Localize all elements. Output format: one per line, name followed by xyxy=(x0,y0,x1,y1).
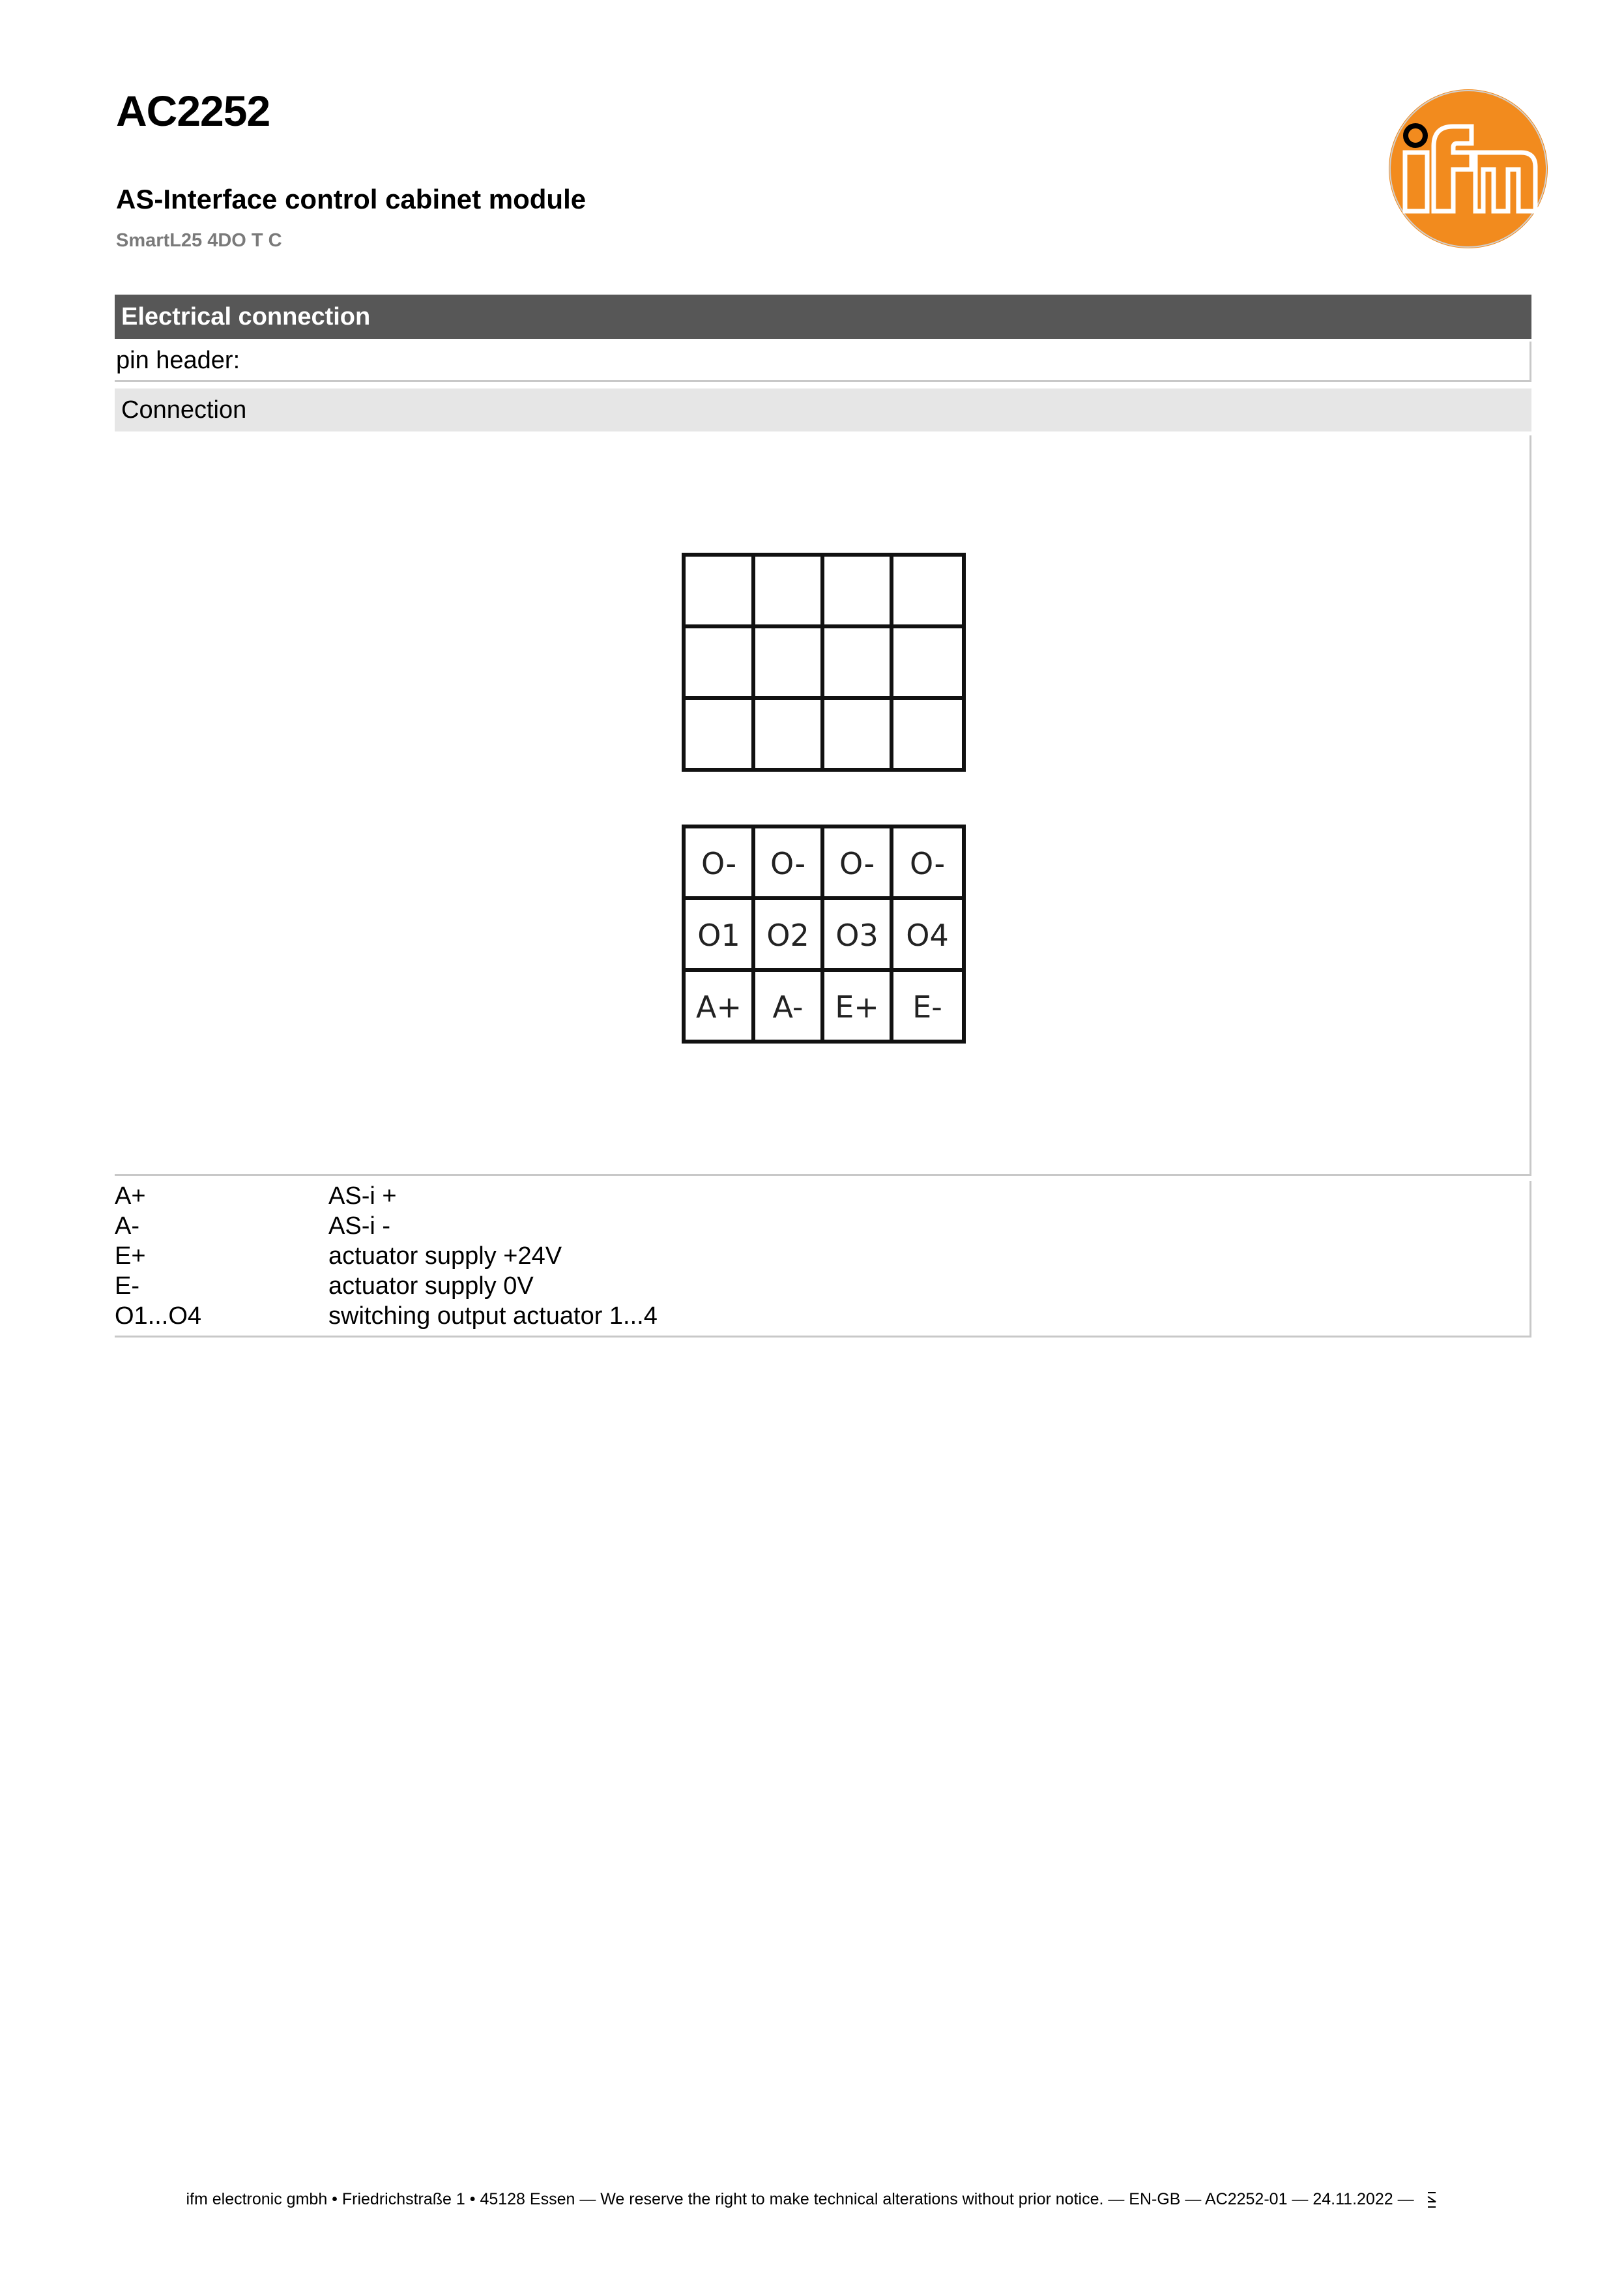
legend-value: switching output actuator 1...4 xyxy=(328,1302,658,1330)
pin-label: O2 xyxy=(766,918,809,953)
pin-label: O1 xyxy=(697,918,740,953)
page-footer xyxy=(0,2190,1624,2210)
empty-pin-grid xyxy=(684,555,964,770)
pin-label: A- xyxy=(772,989,804,1025)
pin-label: A+ xyxy=(695,989,742,1025)
legend-value: actuator supply 0V xyxy=(328,1272,534,1300)
legend-key: O1...O4 xyxy=(115,1302,202,1330)
pin-legend xyxy=(115,1181,1531,1338)
logo-text: ifm xyxy=(1387,87,1388,88)
ifm-logo xyxy=(1387,87,1550,250)
pin-label: E- xyxy=(912,989,942,1025)
product-code: AC2252 xyxy=(116,87,270,135)
legend-value: AS-i + xyxy=(328,1182,397,1210)
legend-value: actuator supply +24V xyxy=(328,1242,562,1270)
pin-header-diagram xyxy=(682,553,975,1074)
legend-key: E+ xyxy=(115,1242,146,1270)
legend-key: A- xyxy=(115,1212,139,1240)
product-subtitle: SmartL25 4DO T C xyxy=(116,230,282,251)
legend-key: E- xyxy=(115,1272,139,1300)
legend-key: A+ xyxy=(115,1182,146,1210)
pin-label: O4 xyxy=(906,918,949,953)
section-header: Electrical connection xyxy=(115,295,1531,339)
pin-label: E+ xyxy=(835,989,879,1025)
legend-value: AS-i - xyxy=(328,1212,390,1240)
pin-label: O- xyxy=(701,846,737,881)
pin-label: O- xyxy=(770,846,806,881)
footer-mark-icon xyxy=(1425,2190,1438,2210)
connection-row: Connection xyxy=(115,388,1531,431)
pin-header-row: pin header: xyxy=(115,342,1531,382)
pin-label: O3 xyxy=(835,918,878,953)
footer-text: ifm electronic gmbh • Friedrichstraße 1 • 45128 Essen — We reserve the right to make technical alterations without prior notice. — EN-GB — AC2252-01 — 24.11.2022 — xyxy=(186,2190,1414,2208)
product-title: AS-Interface control cabinet module xyxy=(116,184,587,214)
connection-diagram xyxy=(115,435,1531,1176)
pin-label: O- xyxy=(909,846,946,881)
pin-label: O- xyxy=(839,846,875,881)
